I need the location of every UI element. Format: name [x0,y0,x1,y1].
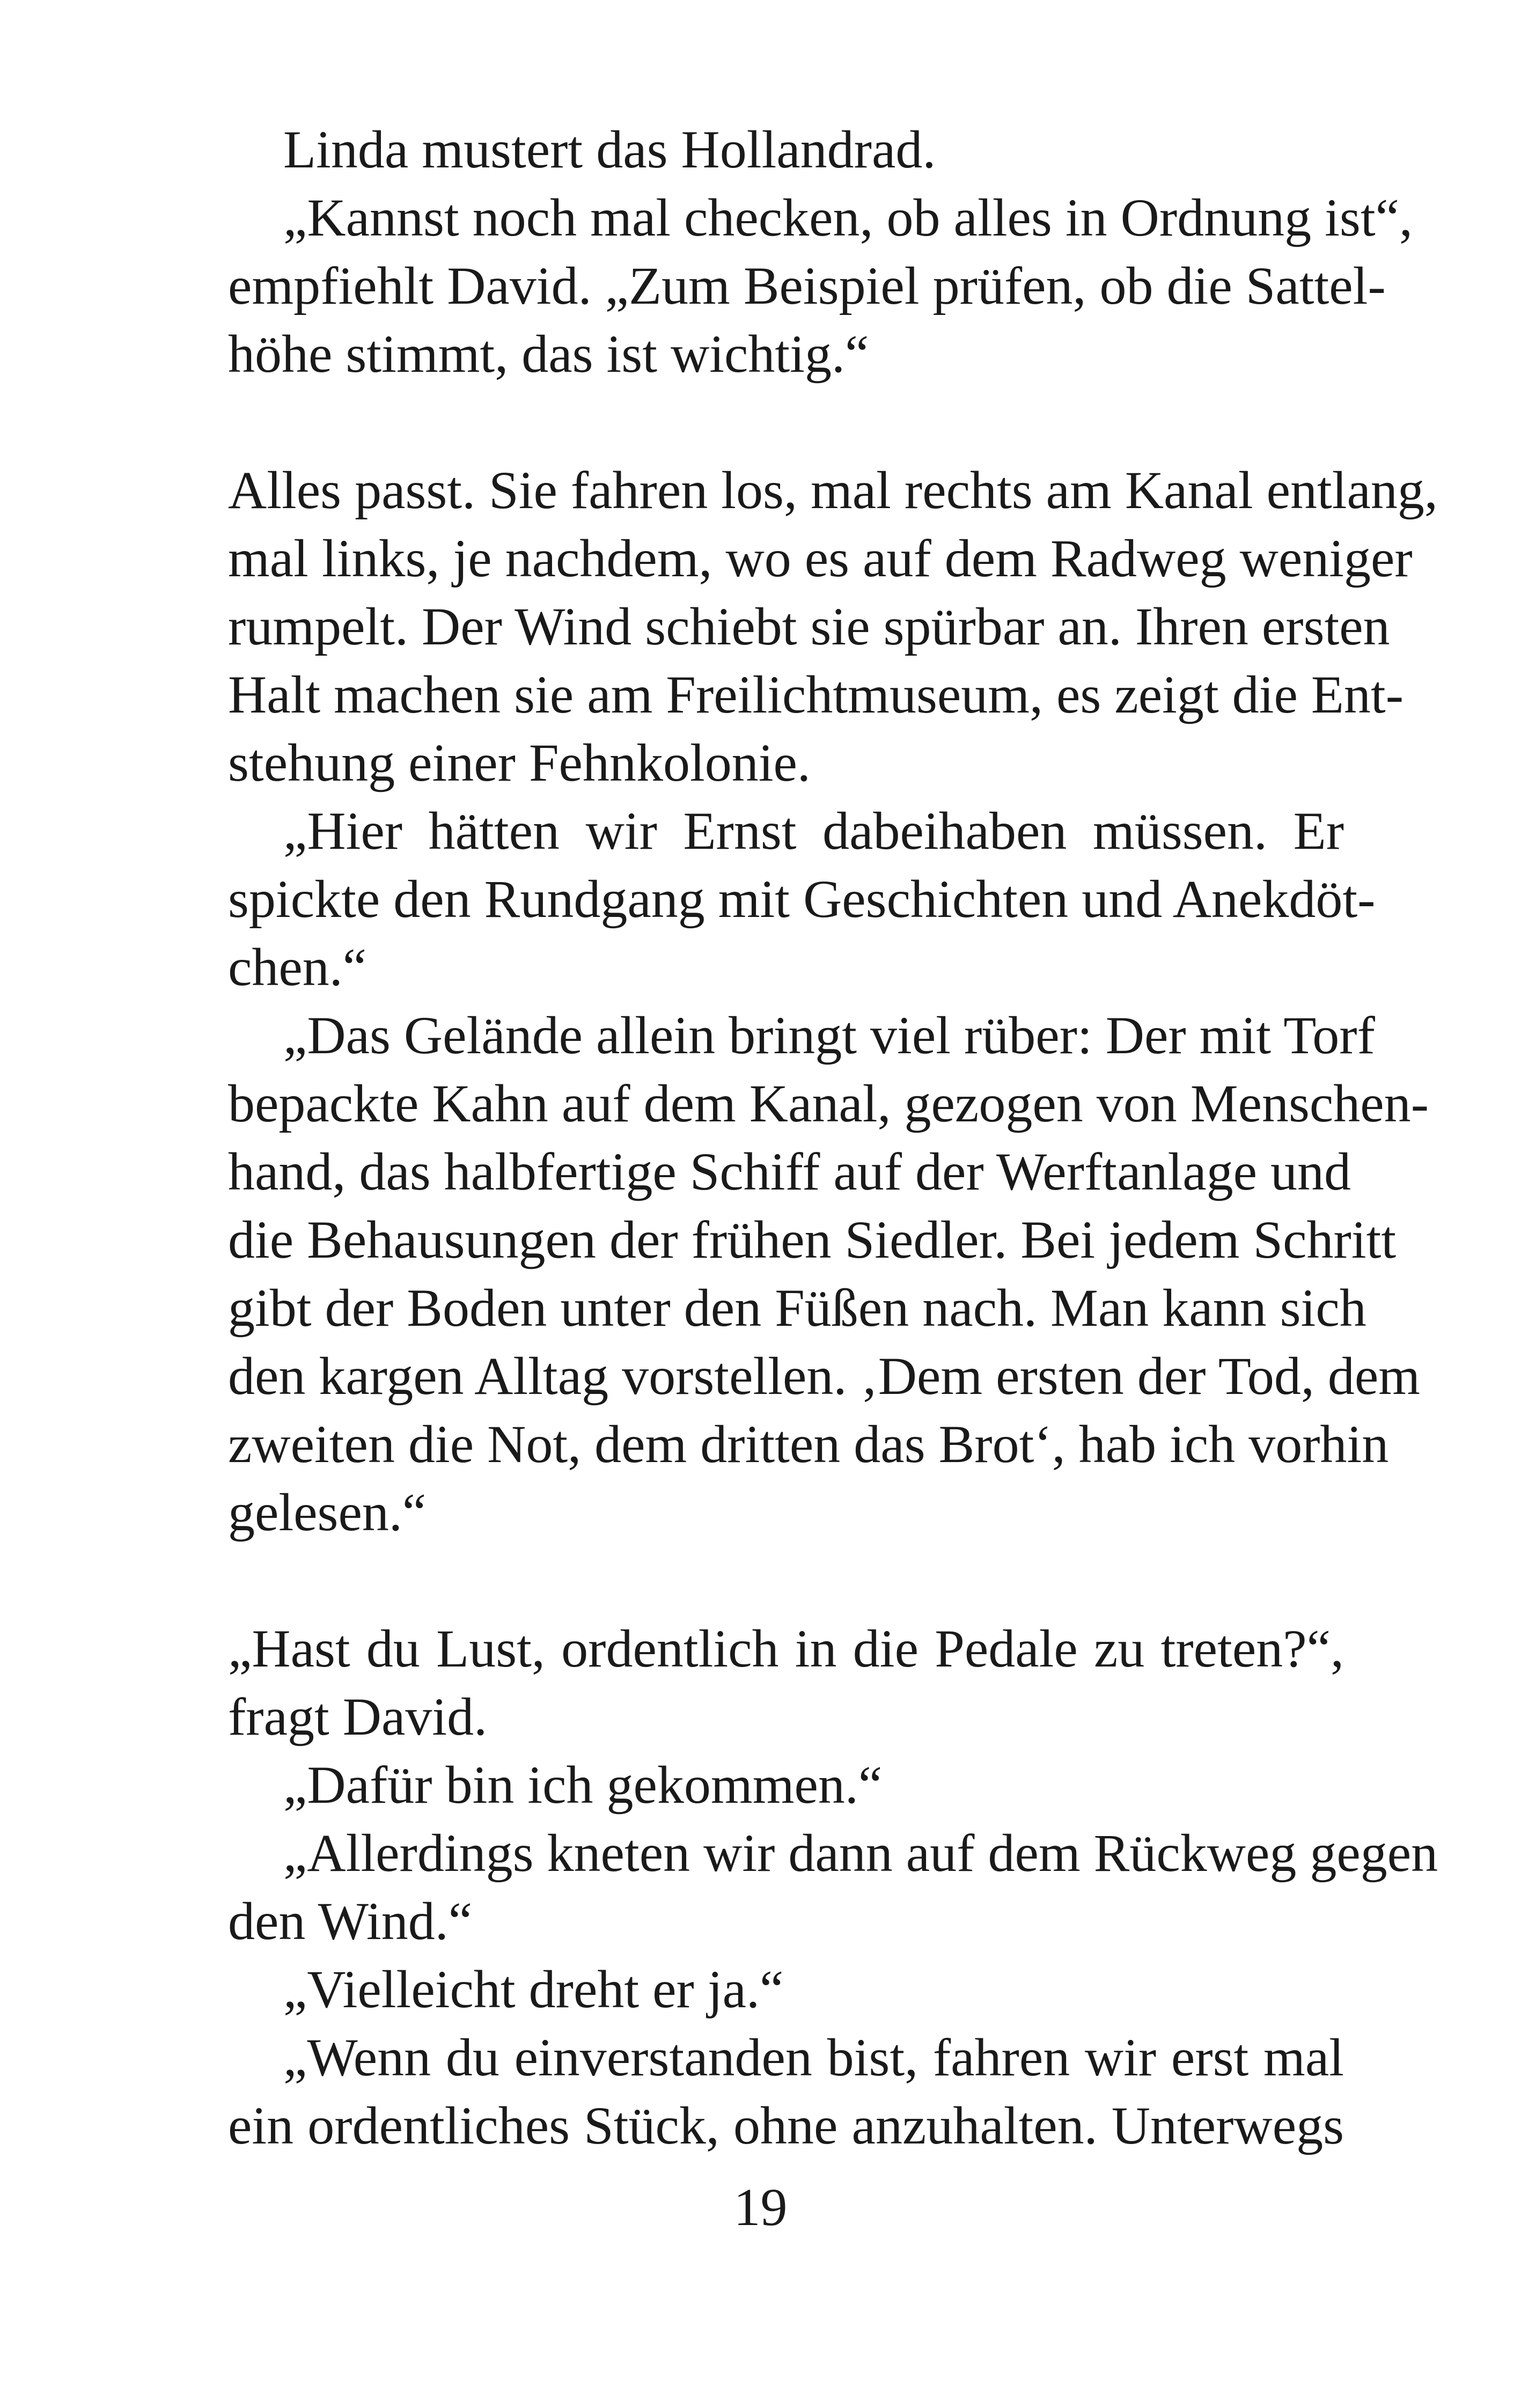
text-line: „Kannst noch mal checken, ob alles in Ordnung ist“, [283,188,1413,247]
text-line: „Vielleicht dreht er ja.“ [283,1959,784,2019]
text-line: Alles passt. Sie fahren los, mal rechts am Kanal entlang, [228,460,1438,520]
text-line: „Das Gelände allein bringt viel rüber: Der mit Torf [283,1005,1375,1065]
text-line: „Dafür bin ich gekommen.“ [283,1755,883,1815]
section-break [228,388,1344,456]
text-line: ein ordentliches Stück, ohne anzuhalten. Unterwegs [228,2096,1344,2155]
text-line: „Allerdings kneten wir dann auf dem Rückweg gegen [283,1823,1438,1883]
text-line: den kargen Alltag vorstellen. ‚Dem ersten der Tod, dem [228,1346,1421,1406]
text-line: bepackte Kahn auf dem Kanal, gezogen von Menschen- [228,1074,1429,1133]
text-line: den Wind.“ [228,1891,473,1951]
text-line: die Behausungen der frühen Siedler. Bei jedem Schritt [228,1210,1397,1269]
section-break [228,1546,1344,1614]
page-number: 19 [733,2177,788,2237]
text-line: hand, das halbfertige Schiff auf der Werftanlage und [228,1142,1351,1201]
body-text [228,115,1438,2160]
text-line: „Hast du Lust, ordentlich in die Pedale zu treten?“, [228,1619,1344,1678]
text-line: fragt David. [228,1687,488,1746]
text-line: stehung einer Fehnkolonie. [228,733,811,792]
text-line: zweiten die Not, dem dritten das Brot‘, hab ich vorhin [228,1414,1389,1474]
text-line: gibt der Boden unter den Füßen nach. Man kann sich [228,1278,1366,1338]
text-line: mal links, je nachdem, wo es auf dem Radweg weniger [228,528,1413,588]
text-line: Linda mustert das Hollandrad. [283,120,936,179]
text-line: höhe stimmt, das ist wichtig.“ [228,324,869,384]
text-line: „Hier hätten wir Ernst dabeihaben müssen. Er [283,801,1344,861]
text-line: spickte den Rundgang mit Geschichten und Anekdöt- [228,869,1376,929]
text-line: empfiehlt David. „Zum Beispiel prüfen, ob die Sattel- [228,256,1386,315]
text-line: „Wenn du einverstanden bist, fahren wir erst mal [283,2028,1344,2087]
text-line: rumpelt. Der Wind schiebt sie spürbar an. Ihren ersten [228,597,1390,656]
text-line: chen.“ [228,937,367,997]
text-line: gelesen.“ [228,1482,427,1542]
text-line: Halt machen sie am Freilichtmuseum, es zeigt die Ent- [228,665,1404,724]
